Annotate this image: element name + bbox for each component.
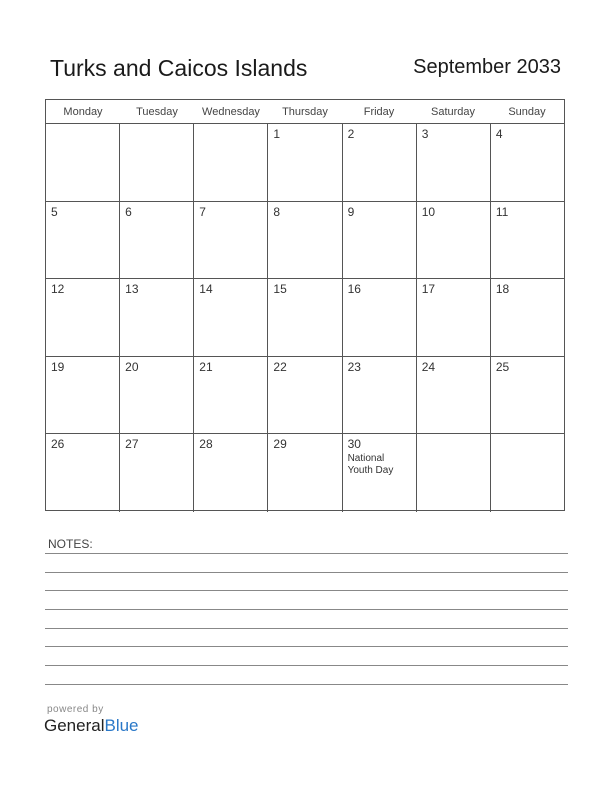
day-cell	[268, 202, 342, 279]
note-line	[45, 553, 568, 554]
calendar-grid	[45, 99, 565, 511]
day-number: 12	[51, 282, 65, 296]
day-number: 2	[347, 127, 355, 141]
weekday-header-row	[46, 100, 564, 124]
day-number: 10	[421, 204, 436, 219]
weekday-monday: Monday	[63, 105, 103, 118]
day-cell	[417, 434, 491, 512]
day-cell	[491, 124, 564, 201]
week-row-5	[46, 434, 564, 512]
week-row-2	[46, 202, 564, 280]
brand-logo	[44, 716, 139, 736]
day-cell	[120, 434, 194, 512]
day-number: 25	[495, 359, 510, 374]
day-number: 30	[347, 437, 361, 451]
day-number: 19	[51, 359, 65, 374]
weekday-saturday: Saturday	[430, 105, 476, 118]
day-number: 27	[125, 437, 139, 451]
day-cell	[194, 279, 268, 356]
week-row-1	[46, 124, 564, 202]
day-cell	[46, 357, 120, 434]
day-number: 14	[199, 282, 213, 296]
day-cell	[417, 124, 491, 201]
note-line	[45, 609, 568, 610]
day-cell	[417, 357, 491, 434]
day-cell	[343, 279, 417, 356]
day-number: 26	[51, 437, 65, 451]
day-cell	[46, 202, 120, 279]
day-cell	[268, 279, 342, 356]
weekday-thursday: Thursday	[282, 105, 328, 118]
weekday-wednesday: Wednesday	[202, 105, 260, 118]
day-cell	[417, 279, 491, 356]
day-cell	[120, 357, 194, 434]
day-cell	[343, 124, 417, 201]
day-number: 16	[347, 282, 361, 296]
country-title: Turks and Caicos Islands	[50, 55, 308, 81]
week-row-4	[46, 357, 564, 435]
day-number: 17	[421, 282, 436, 296]
day-cell	[343, 434, 417, 512]
holiday-label: National Youth Day	[347, 453, 394, 476]
day-cell	[417, 202, 491, 279]
day-cell	[120, 202, 194, 279]
day-number: 13	[125, 282, 139, 296]
note-line	[45, 572, 568, 573]
day-cell	[194, 434, 268, 512]
day-cell	[491, 357, 564, 434]
notes-label: NOTES:	[48, 537, 93, 551]
day-cell	[491, 434, 564, 512]
day-cell	[46, 124, 120, 201]
day-cell	[194, 357, 268, 434]
day-cell	[268, 357, 342, 434]
day-cell	[194, 124, 268, 201]
day-cell	[120, 279, 194, 356]
day-number: 9	[347, 204, 355, 219]
weekday-friday: Friday	[363, 105, 395, 118]
day-number: 7	[199, 204, 206, 219]
note-line	[45, 590, 568, 591]
day-number: 23	[347, 359, 361, 374]
day-number: 11	[495, 204, 509, 219]
day-cell	[268, 124, 342, 201]
day-number: 3	[421, 127, 429, 141]
month-year-title: September 2033	[413, 56, 561, 78]
weekday-sunday: Sunday	[508, 105, 546, 118]
day-cell	[120, 124, 194, 201]
day-number: 8	[273, 204, 281, 219]
day-number: 18	[495, 282, 510, 296]
day-number: 4	[495, 127, 503, 141]
note-line	[45, 646, 568, 647]
day-number: 1	[273, 127, 281, 141]
day-number: 5	[51, 204, 58, 219]
day-cell	[268, 434, 342, 512]
day-number: 21	[199, 359, 213, 374]
day-number: 29	[273, 437, 287, 451]
day-cell	[491, 279, 564, 356]
note-line	[45, 628, 568, 629]
day-cell	[343, 202, 417, 279]
day-cell	[46, 434, 120, 512]
day-number: 22	[273, 359, 287, 374]
day-number: 15	[273, 282, 287, 296]
note-line	[45, 665, 568, 666]
powered-by-text: powered by	[47, 704, 104, 715]
day-number: 28	[199, 437, 213, 451]
brand-blue: Blue	[104, 716, 139, 735]
day-number: 24	[421, 359, 436, 374]
day-cell	[46, 279, 120, 356]
week-row-3	[46, 279, 564, 357]
note-line	[45, 684, 568, 685]
day-number: 20	[125, 359, 139, 374]
day-cell	[343, 357, 417, 434]
brand-general: General	[44, 716, 105, 735]
day-cell	[194, 202, 268, 279]
day-cell	[491, 202, 564, 279]
weekday-tuesday: Tuesday	[136, 105, 178, 118]
day-number: 6	[125, 204, 132, 219]
